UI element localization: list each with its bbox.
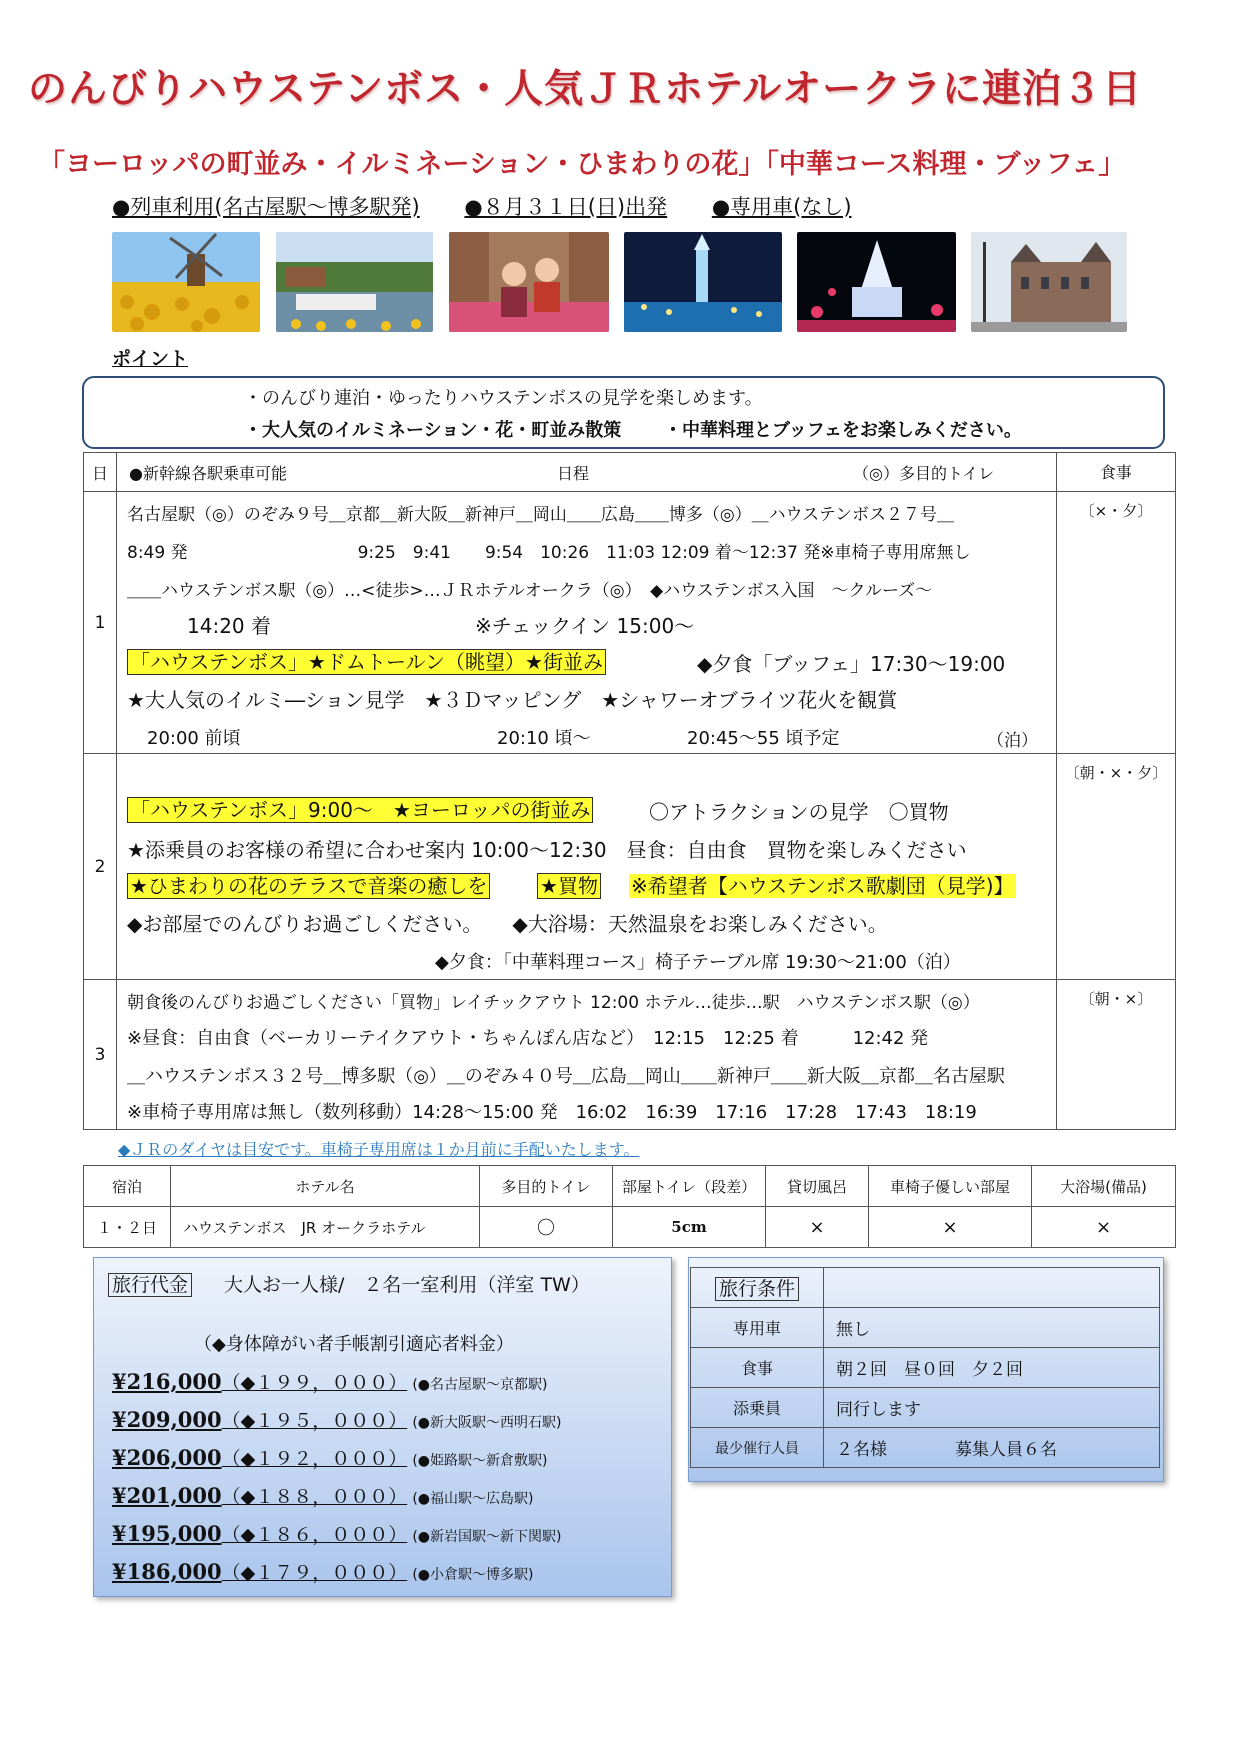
header-note: ●新幹線各駅乗車可能 (129, 464, 287, 483)
point-line-2b: ・中華料理とブッフェをお楽しみください。 (664, 420, 1022, 441)
price-label: 旅行代金 (108, 1270, 192, 1297)
schedule-header-row (84, 453, 1176, 492)
condition-row (691, 1428, 1160, 1468)
condition-key: 最少催行人員 (691, 1428, 824, 1468)
day1-meal: 〔×・夕〕 (1056, 492, 1175, 754)
price-heading: 大人お一人様/ ２名一室利用（洋室 TW） (224, 1274, 590, 1296)
day2-number: 2 (84, 754, 117, 980)
day1-time-2: 20:10 頃～ (497, 728, 591, 749)
day3-number: 3 (84, 980, 117, 1130)
page-title: のんびりハウステンボス・人気ＪＲホテルオークラに連泊３日 (28, 67, 1143, 112)
condition-key: 専用車 (691, 1308, 824, 1348)
day1-stay: （泊） (987, 731, 1039, 751)
departure-date: ●８月３１日(日)出発 (464, 195, 668, 219)
condition-value: 朝２回 昼０回 夕２回 (824, 1348, 1160, 1388)
day3-row (84, 980, 1176, 1130)
day3-line-2: ※昼食：自由食（ベーカリーテイクアウト・ちゃんぽん店など） 12:15 12:25 着 12:42 発 (127, 1028, 929, 1049)
price-row: ¥206,000（◆１９２，０００） (●姫路駅～新倉敷駅) (112, 1445, 548, 1470)
day2-relax: ◆お部屋でのんびりお過ごしください。 ◆大浴場：天然温泉をお楽しみください。 (127, 912, 888, 936)
hotel-nights: １・２日 (84, 1207, 171, 1248)
condition-row (691, 1388, 1160, 1428)
day3-content (117, 980, 1057, 1130)
hotel-header-room-toilet: 部屋トイレ（段差） (613, 1166, 766, 1207)
day1-content (117, 492, 1057, 754)
day1-dinner: ◆夕食「ブッフェ」17:30～19:00 (697, 652, 1006, 676)
tour-info-line (112, 191, 890, 221)
hotel-toilet: 〇 (480, 1207, 613, 1248)
header-schedule-label: 日程 (557, 464, 590, 483)
price-row: ¥186,000（◆１７９，０００） (●小倉駅～博多駅) (112, 1559, 534, 1584)
european-building-photo (971, 232, 1127, 332)
day3-line-3: ＿ハウステンボス３２号＿博多駅（◎）＿のぞみ４０号＿広島＿岡山＿＿新神戸＿＿新大阪＿京都＿名古屋駅 (127, 1066, 1005, 1087)
hotel-header-toilet: 多目的トイレ (480, 1166, 613, 1207)
discount-heading: （◆身体障がい者手帳割引適応者料金） (194, 1334, 514, 1355)
header-meal: 食事 (1056, 453, 1175, 492)
header-toilet-legend: （◎）多目的トイレ (853, 464, 995, 483)
day2-content (117, 754, 1057, 980)
price-row: ¥201,000（◆１８８，０００） (●福山駅～広島駅) (112, 1483, 534, 1508)
day2-sunflower: ★ひまわりの花のテラスで音楽の癒しを (127, 870, 490, 899)
hotel-header-nights: 宿泊 (84, 1166, 171, 1207)
conditions-header-blank (824, 1268, 1160, 1308)
point-line-1: ・のんびり連泊・ゆったりハウステンボスの見学を楽しめます。 (244, 388, 763, 409)
condition-key: 食事 (691, 1348, 824, 1388)
condition-row (691, 1348, 1160, 1388)
price-row: ¥195,000（◆１８６，０００） (●新岩国駅～新下関駅) (112, 1521, 562, 1546)
conditions-table (690, 1267, 1160, 1468)
day1-time-1: 20:00 前頃 (147, 728, 241, 749)
condition-value: 無し (824, 1308, 1160, 1348)
point-box (82, 376, 1165, 449)
couple-flowers-photo (449, 232, 609, 332)
hotel-header-accessible-room: 車椅子優しい部屋 (869, 1166, 1032, 1207)
hotel-private-bath: × (766, 1207, 869, 1248)
day1-line-1: 名古屋駅（◎）のぞみ９号＿京都＿新大阪＿新神戸＿岡山＿＿広島＿＿博多（◎）＿ハウステンボス２７号＿ (127, 505, 954, 525)
point-line-2a: ・大人気のイルミネーション・花・町並み散策 (244, 420, 622, 441)
day2-opera: ※希望者【ハウステンボス歌劇団（見学)】 (631, 874, 1014, 898)
price-row: ¥209,000（◆１９５，０００） (●新大阪駅～西明石駅) (112, 1407, 562, 1432)
hotel-header-name: ホテル名 (171, 1166, 480, 1207)
illumination-tower-photo (624, 232, 782, 332)
canal-cruise-photo (276, 232, 433, 332)
price-box (93, 1257, 672, 1597)
hotel-data-row (84, 1207, 1176, 1248)
day2-attractions: 〇アトラクションの見学 〇買物 (649, 800, 949, 824)
illumination-castle-photo (797, 232, 956, 332)
day2-dinner: ◆夕食：「中華料理コース」椅子テーブル席 19:30～21:00（泊） (435, 952, 961, 973)
hotel-name: ハウステンボス JR オークラホテル (171, 1207, 480, 1248)
sunflower-windmill-photo (112, 232, 260, 332)
day1-time-3: 20:45～55 頃予定 (687, 728, 840, 749)
header-day: 日 (84, 453, 117, 492)
day2-guide: ★添乗員のお客様の希望に合わせ案内 10:00～12:30 昼食：自由食 買物を楽しみください (127, 838, 967, 862)
transport-info: ●列車利用(名古屋駅～博多駅発) (112, 195, 420, 219)
condition-key: 添乗員 (691, 1388, 824, 1428)
price-row: ¥216,000（◆１９９，０００） (●名古屋駅～京都駅) (112, 1369, 548, 1394)
page-subtitle: 「ヨーロッパの町並み・イルミネーション・ひまわりの花」「中華コース料理・ブッフェ」 (38, 149, 1126, 180)
hotel-header-row (84, 1166, 1176, 1207)
hotel-room-toilet: 5cm (613, 1207, 766, 1248)
hotel-header-private-bath: 貸切風呂 (766, 1166, 869, 1207)
day2-shopping: ★買物 (537, 870, 601, 899)
hotel-table (83, 1165, 1176, 1248)
hotel-accessible-room: × (869, 1207, 1032, 1248)
day1-highlight: 「ハウステンボス」★ドムトールン（眺望）★街並み (127, 646, 606, 675)
day1-checkin: ※チェックイン 15:00～ (475, 614, 695, 638)
conditions-header-row (691, 1268, 1160, 1308)
day1-illumination: ★大人気のイルミ―ション見学 ★３Ｄマッピング ★シャワーオブライツ花火を観賞 (127, 688, 898, 712)
day3-line-4: ※車椅子専用席は無し（数列移動）14:28～15:00 発 16:02 16:39 17:16 17:28 17:43 18:19 (127, 1102, 977, 1123)
day1-line-2: 8:49 発 9:25 9:41 9:54 10:26 11:03 12:09 着～12:37 発※車椅子専用席無し (127, 543, 971, 563)
hotel-header-public-bath: 大浴場(備品) (1032, 1166, 1176, 1207)
condition-row (691, 1308, 1160, 1348)
day2-highlight: 「ハウステンボス」9:00～ ★ヨーロッパの街並み (127, 794, 593, 823)
day2-row (84, 754, 1176, 980)
vehicle-info: ●専用車(なし) (711, 195, 852, 219)
day1-row (84, 492, 1176, 754)
schedule-table (83, 452, 1176, 1130)
day1-line-3: ＿＿ハウステンボス駅（◎）…<徒歩>…ＪＲホテルオークラ（◎） ◆ハウステンボス入国 ～クルーズ～ (127, 581, 933, 601)
day1-arrival: 14:20 着 (187, 614, 272, 638)
condition-value: ２名様 募集人員６名 (824, 1428, 1160, 1468)
jr-schedule-note: ◆ＪＲのダイヤは目安です。車椅子専用席は１か月前に手配いたします。 (118, 1140, 640, 1159)
condition-value: 同行します (824, 1388, 1160, 1428)
day2-meal: 〔朝・×・夕〕 (1056, 754, 1175, 980)
day1-number: 1 (84, 492, 117, 754)
day3-meal: 〔朝・×〕 (1056, 980, 1175, 1130)
point-heading: ポイント (112, 348, 189, 370)
hotel-public-bath: × (1032, 1207, 1176, 1248)
conditions-label: 旅行条件 (691, 1268, 824, 1308)
header-schedule (117, 453, 1057, 492)
day3-line-1: 朝食後のんびりお過ごしください「買物」レイチックアウト 12:00 ホテル…徒歩…駅 ハウステンボス駅（◎） (127, 993, 980, 1013)
